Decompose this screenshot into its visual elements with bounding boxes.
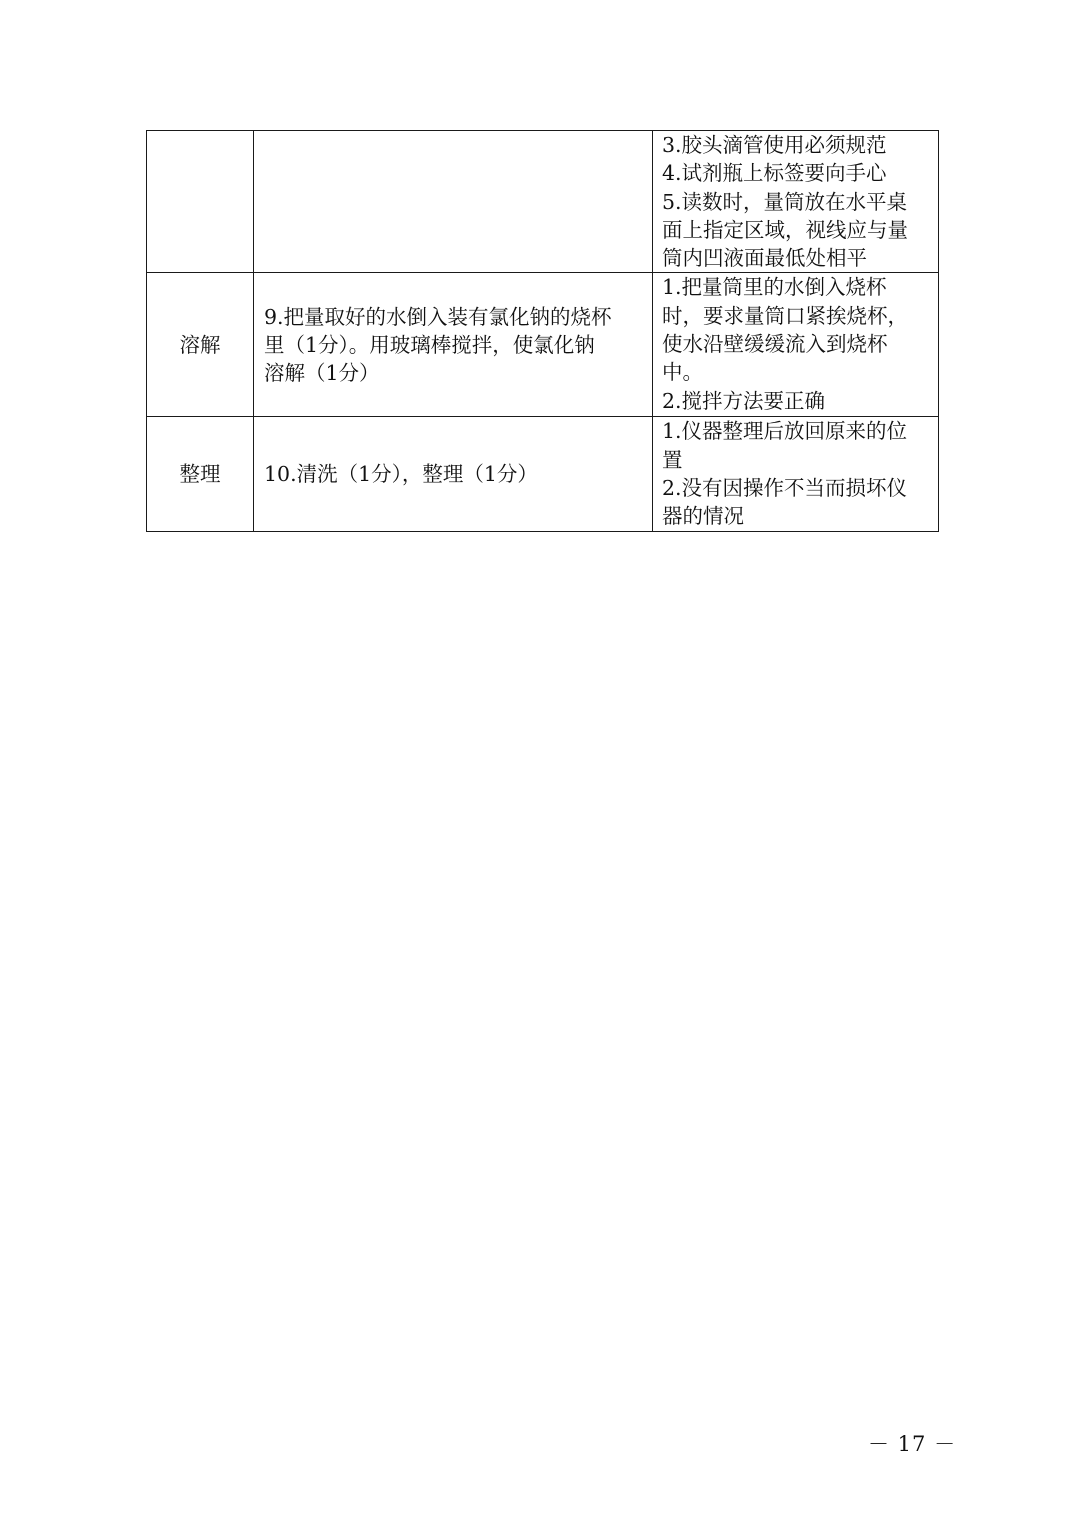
table-row: [147, 417, 939, 532]
requirement-line: 面上指定区域，视线应与量: [662, 217, 908, 242]
step-cell: 溶解: [147, 273, 254, 417]
content-line: 9.把量取好的水倒入装有氯化钠的烧杯: [264, 304, 612, 329]
grading-table: [146, 130, 939, 532]
requirement-line: 1.仪器整理后放回原来的位: [662, 419, 908, 444]
step-cell: 整理: [147, 417, 254, 532]
requirements-cell: [653, 273, 939, 417]
requirements-cell: [653, 131, 939, 273]
requirement-line: 4.试剂瓶上标签要向手心: [662, 161, 887, 186]
step-cell: [147, 131, 254, 273]
requirement-line: 2.搅拌方法要正确: [662, 388, 826, 413]
content-cell: [254, 417, 653, 532]
requirement-line: 时，要求量筒口紧挨烧杯，: [662, 303, 908, 328]
requirement-line: 2.没有因操作不当而损坏仪: [662, 476, 908, 501]
requirement-line: 1.把量筒里的水倒入烧杯: [662, 275, 887, 300]
requirement-line: 置: [662, 447, 683, 472]
requirement-line: 筒内凹液面最低处相平: [662, 246, 867, 271]
content-cell: [254, 131, 653, 273]
requirement-line: 3.胶头滴管使用必须规范: [662, 133, 887, 157]
requirement-line: 5.读数时，量筒放在水平桌: [662, 189, 908, 214]
requirement-line: 器的情况: [662, 504, 744, 529]
table-row: [147, 131, 939, 273]
content-line: 里（1分）。用玻璃棒搅拌，使氯化钠: [264, 332, 595, 357]
table-row: [147, 273, 939, 417]
content-line: 10.清洗（1分），整理（1分）: [264, 462, 538, 487]
page-number: － 17 －: [868, 1432, 957, 1456]
content-line: 溶解（1分）: [264, 361, 380, 386]
requirement-line: 使水沿壁缓缓流入到烧杯: [662, 332, 888, 357]
content-cell: [254, 273, 653, 417]
requirement-line: 中。: [662, 360, 703, 385]
requirements-cell: [653, 417, 939, 532]
